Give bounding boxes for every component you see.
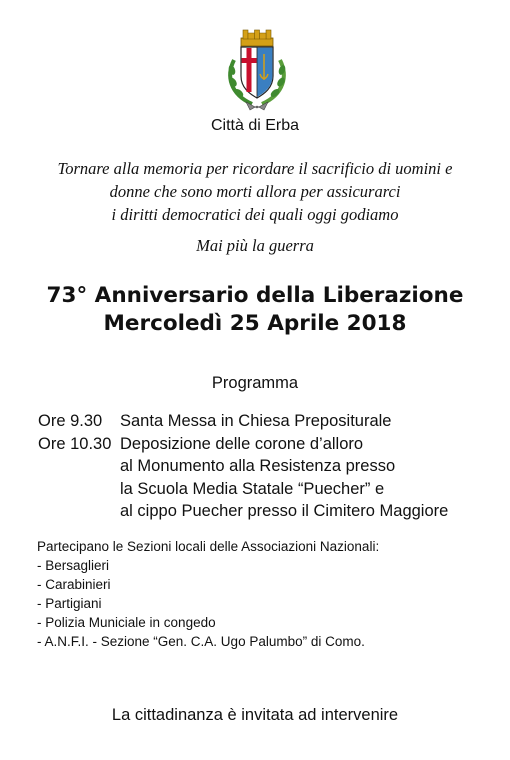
list-item: - Carabinieri [37, 577, 111, 592]
city-name: Città di Erba [210, 117, 300, 134]
quote-line: i diritti democratici dei quali oggi godiamo [111, 205, 399, 224]
city-coat-of-arms-icon [222, 28, 292, 112]
closing-invitation: La cittadinanza è invitata ad intervenire [111, 706, 399, 724]
schedule-description: al Monumento alla Resistenza presso [120, 457, 396, 475]
memorial-quote [0, 157, 510, 226]
schedule-description: Deposizione delle corone d’alloro [120, 434, 364, 453]
schedule-description: al cippo Puecher presso il Cimitero Maggiore [120, 502, 449, 520]
schedule-description: Santa Messa in Chiesa Prepositurale [120, 412, 392, 430]
list-item: - A.N.F.I. - Sezione “Gen. C.A. Ugo Palumbo” di Como. [37, 634, 365, 649]
motto: Mai più la guerra [196, 236, 314, 255]
quote-line: Tornare alla memoria per ricordare il sacrificio di uomini e [57, 159, 453, 178]
list-item: - Partigiani [37, 596, 102, 611]
schedule-time: Ore 9.30 [38, 412, 103, 430]
event-headline [0, 282, 510, 338]
participants-intro: Partecipano le Sezioni locali delle Associazioni Nazionali: [37, 539, 380, 554]
anniversary-title: 73° Anniversario della Liberazione [46, 283, 464, 308]
participants-list [37, 556, 379, 651]
schedule-item [38, 433, 448, 523]
program-schedule [38, 410, 448, 523]
crown-icon [241, 30, 273, 46]
participants-section [37, 537, 379, 651]
event-date: Mercoledì 25 Aprile 2018 [103, 311, 407, 336]
list-item: - Polizia Municiale in congedo [37, 615, 216, 630]
schedule-description: la Scuola Media Statale “Puecher” e [120, 479, 385, 498]
program-title: Programma [211, 374, 299, 392]
schedule-item [38, 410, 448, 433]
schedule-time: Ore 10.30 [38, 434, 112, 453]
list-item: - Bersaglieri [37, 558, 110, 573]
quote-line: donne che sono morti allora per assicurarci [109, 182, 401, 201]
